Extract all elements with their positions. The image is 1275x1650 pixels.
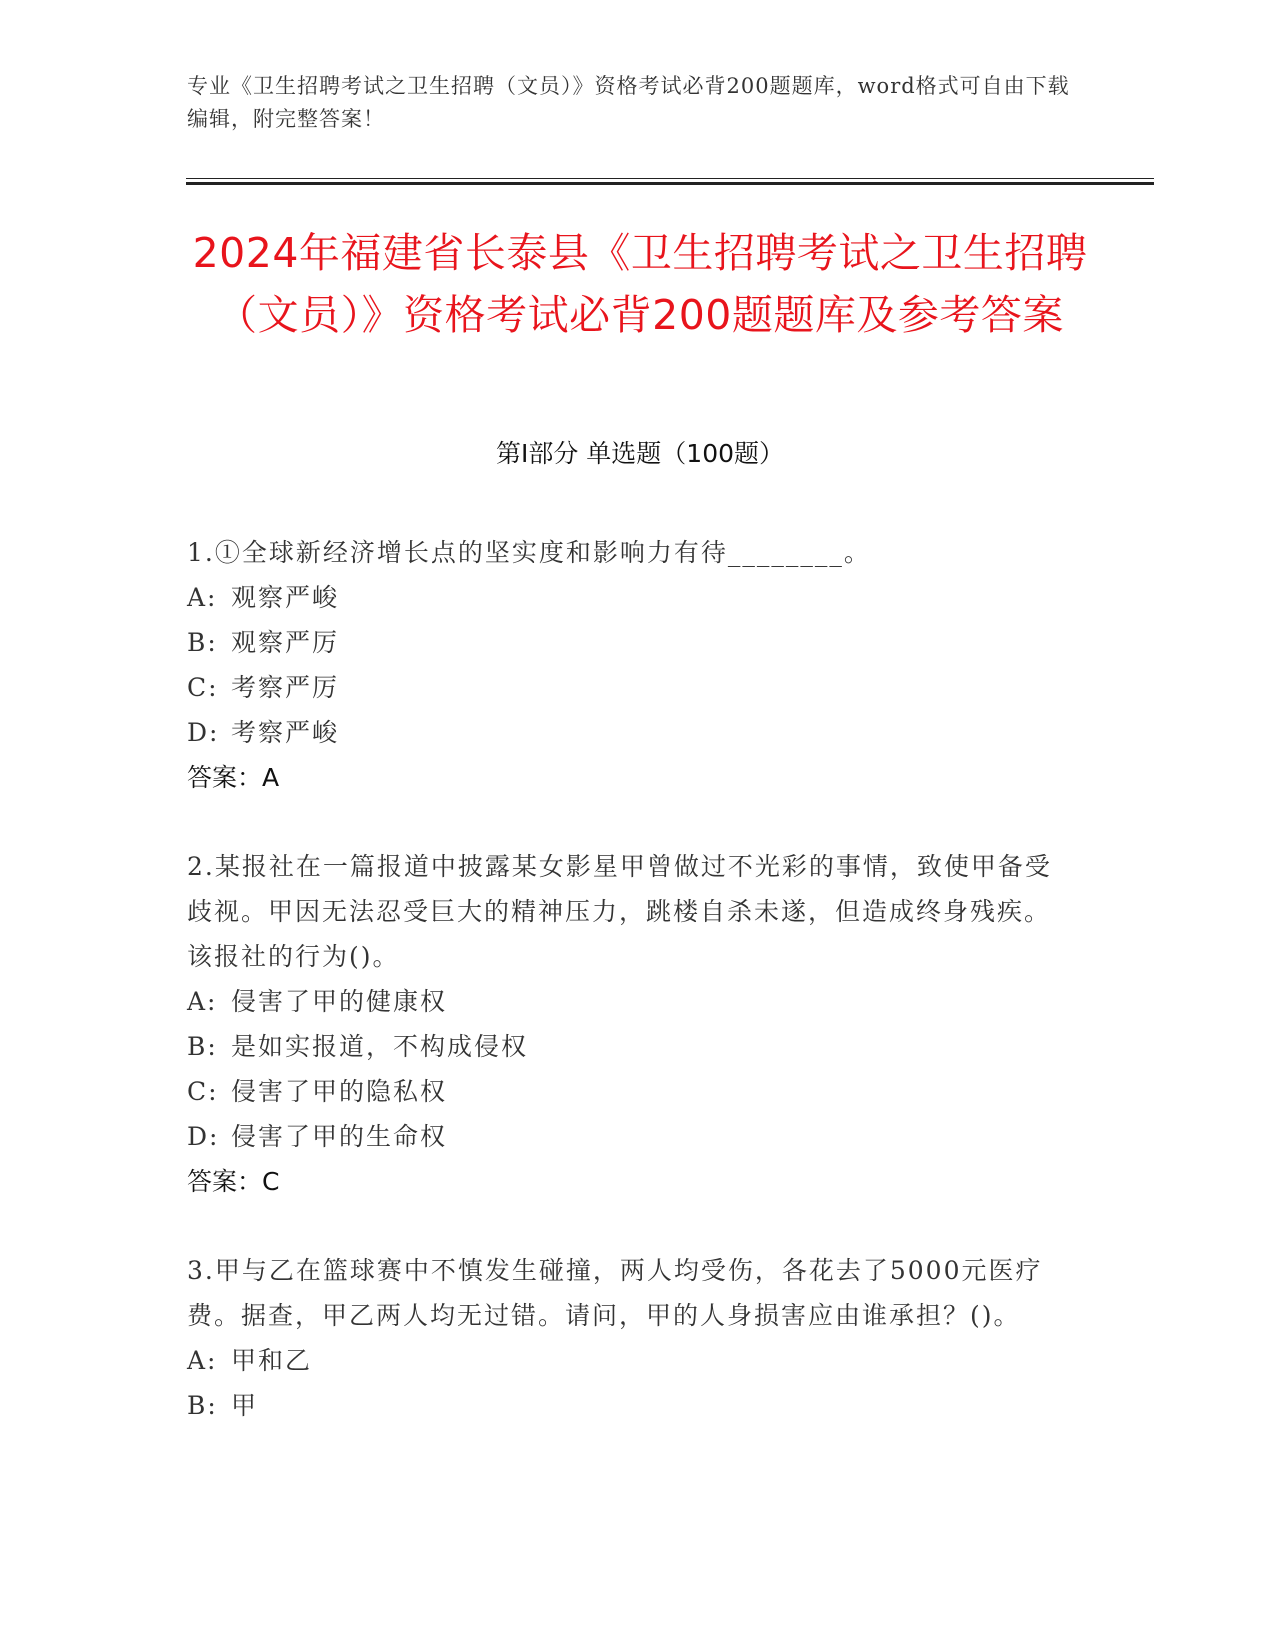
option-letter: A: [187, 987, 218, 1016]
option-b [187, 1383, 1077, 1428]
option-text: 是如实报道，不构成侵权 [231, 1032, 529, 1061]
section-title: 第Ⅰ部分 单选题（100题） [495, 439, 785, 468]
question-stem: 2.某报社在一篇报道中披露某女影星甲曾做过不光彩的事情，致使甲备受歧视。甲因无法忍受巨大的精神压力，跳楼自杀未遂，但造成终身残疾。该报社的行为()。 [187, 852, 1052, 971]
answer-value: C [262, 1167, 280, 1196]
question-1 [187, 530, 1077, 800]
option-text: 考察严峻 [231, 718, 340, 747]
option-c [187, 665, 1077, 710]
option-d [187, 1114, 1077, 1159]
option-letter: B: [187, 628, 218, 657]
option-a [187, 1338, 1077, 1383]
option-letter: A: [187, 583, 218, 612]
document-title: 2024年福建省长泰县《卫生招聘考试之卫生招聘（文员）》资格考试必背200题题库及参考答案 [192, 229, 1088, 339]
option-a [187, 979, 1077, 1024]
option-letter: B: [187, 1032, 218, 1061]
question-stem: 3.甲与乙在篮球赛中不慎发生碰撞，两人均受伤，各花去了5000元医疗费。据查，甲乙两人均无过错。请问，甲的人身损害应由谁承担？()。 [187, 1256, 1043, 1330]
option-b [187, 1024, 1077, 1069]
option-text: 侵害了甲的生命权 [231, 1122, 448, 1151]
option-c [187, 1069, 1077, 1114]
option-letter: C: [187, 1077, 219, 1106]
answer-line [187, 1159, 1077, 1204]
option-d [187, 710, 1077, 755]
option-text: 考察严厉 [231, 673, 340, 702]
answer-label: 答案： [187, 1167, 263, 1196]
answer-line [187, 755, 1077, 800]
header-divider-thin [186, 178, 1154, 179]
option-letter: B: [187, 1391, 218, 1420]
question-list [187, 530, 1077, 1472]
question-3 [187, 1248, 1077, 1428]
answer-label: 答案： [187, 763, 263, 792]
option-letter: D: [187, 718, 220, 747]
option-a [187, 575, 1077, 620]
option-text: 观察严峻 [231, 583, 340, 612]
option-letter: D: [187, 1122, 220, 1151]
option-text: 观察严厉 [231, 628, 340, 657]
header-divider-thick [186, 182, 1154, 185]
option-text: 侵害了甲的健康权 [231, 987, 448, 1016]
option-letter: A: [187, 1346, 218, 1375]
option-letter: C: [187, 673, 219, 702]
option-text: 甲和乙 [231, 1346, 313, 1375]
answer-value: A [262, 763, 280, 792]
header-note: 专业《卫生招聘考试之卫生招聘（文员）》资格考试必背200题题库，word格式可自由下载编辑，附完整答案！ [187, 74, 1070, 131]
question-stem: 1.①全球新经济增长点的坚实度和影响力有待________。 [187, 538, 871, 567]
option-text: 甲 [231, 1391, 259, 1420]
question-2 [187, 844, 1077, 1204]
option-text: 侵害了甲的隐私权 [231, 1077, 448, 1106]
option-b [187, 620, 1077, 665]
